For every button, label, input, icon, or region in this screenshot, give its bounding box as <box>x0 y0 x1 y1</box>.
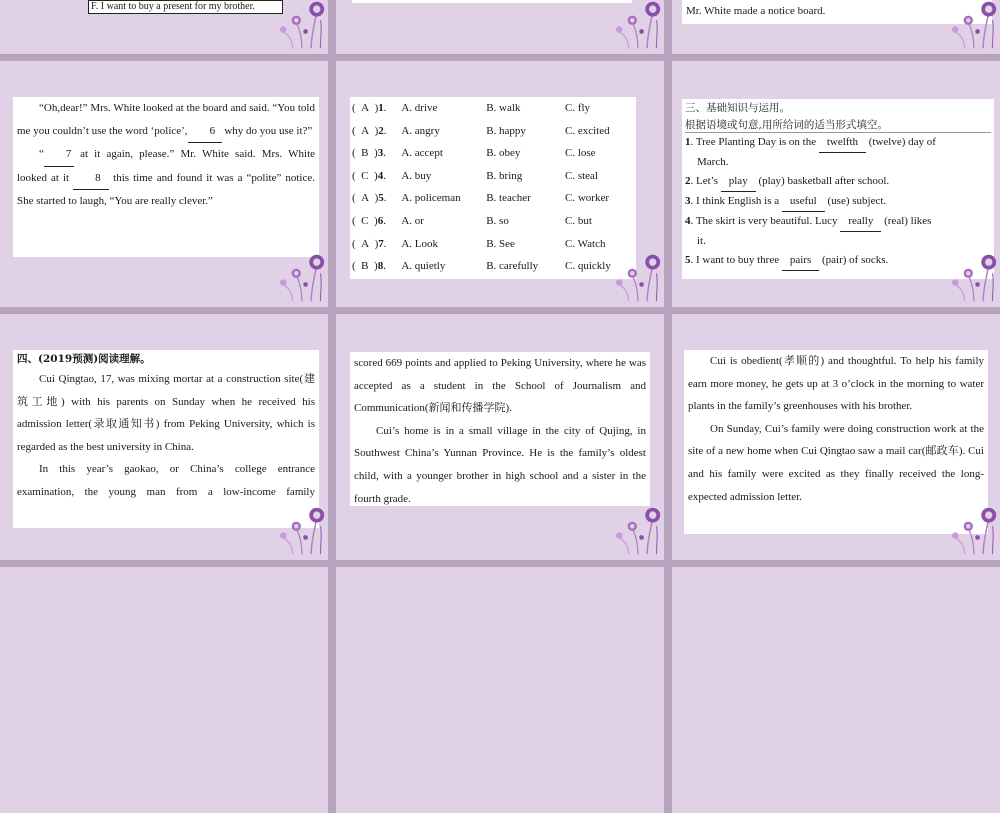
answer-card <box>350 97 636 279</box>
story-line: Mr. White made a notice board. <box>686 5 826 17</box>
slide-10 <box>0 567 328 813</box>
option-c: C. fly <box>565 102 591 114</box>
reading-heading: 四、(2019预测)阅读理解。 <box>17 353 151 365</box>
flower-swirl-icon <box>946 249 998 305</box>
blank-8: 8 <box>73 167 109 191</box>
option-b: B. obey <box>486 147 521 160</box>
answer-row <box>352 187 634 210</box>
slide-6 <box>672 61 1000 307</box>
option-a: A. angry <box>401 124 440 137</box>
reading-paragraph-6: On Sunday, Cui’s family were doing construction work at the site of a new home when Cui Qingtao saw a mail car(邮政车). Cui and his family were excited as they finally received the long-expected admission letter. <box>688 422 984 503</box>
section-heading: 三、基础知识与运用。 <box>685 102 790 114</box>
reading-paragraph-4: Cui’s home is in a small village in the city of Qujing, in Southwest China’s Yunnan Province. He is the family’s oldest child, with a younger brother in high school and a sister in the fourth grade. <box>354 424 646 505</box>
slide-9 <box>672 314 1000 560</box>
flower-swirl-icon <box>274 0 326 52</box>
option-c: C. Watch <box>565 237 606 250</box>
flower-swirl-icon <box>610 502 662 558</box>
option-a: A. quietly <box>401 260 446 273</box>
option-b: B. teacher <box>486 192 531 205</box>
instruction-text: 根据语境或句意,用所给词的适当形式填空。 <box>685 119 888 131</box>
answer-key: ( A )2. <box>352 124 387 137</box>
fill-item: 4. The skirt is very beautiful. Lucy really (real) likes it. <box>685 212 991 251</box>
option-b: B. happy <box>486 124 526 137</box>
answer-key: ( C )6. <box>352 214 386 227</box>
blank-7: 7 <box>44 143 74 167</box>
option-b: B. carefully <box>486 260 539 273</box>
option-a: A. policeman <box>401 192 461 205</box>
option-a: A. accept <box>401 147 443 160</box>
answer-blank: play <box>721 172 756 192</box>
option-c: C. quickly <box>565 260 611 273</box>
option-b: B. so <box>486 214 509 227</box>
fill-item: 1. Tree Planting Day is on the twelfth (twelve) day of March. <box>685 132 991 172</box>
option-b: B. See <box>486 237 515 250</box>
slide-1 <box>0 0 328 54</box>
option-c: C. worker <box>565 192 609 205</box>
flower-swirl-icon <box>946 0 998 52</box>
answer-blank: twelfth <box>819 133 866 153</box>
story-paragraph-2: “ 7 at it again, please.” Mr. White said. Mrs. White looked at it 8 this time and found it was a “polite” notice. She started to laugh, “You are really clever.” <box>17 143 315 213</box>
slide-2 <box>336 0 664 54</box>
fill-item: 3. I think English is a useful (use) subject. <box>685 192 991 212</box>
flower-swirl-icon <box>610 0 662 52</box>
story-card <box>13 97 319 257</box>
blank-6: 6 <box>188 120 222 144</box>
answer-row <box>352 97 634 120</box>
reading-card <box>684 350 988 534</box>
reading-paragraph-2: In this year’s gaokao, or China’s college entrance examination, the young man from a low-income family <box>17 463 315 498</box>
option-c: C. lose <box>565 147 596 160</box>
slide-11 <box>336 567 664 813</box>
answer-blank: pairs <box>782 251 819 271</box>
answer-row <box>352 142 634 165</box>
answer-key: ( B )8. <box>352 260 386 273</box>
answer-row <box>352 255 634 278</box>
answer-row <box>352 165 634 188</box>
option-b: B. walk <box>486 102 521 114</box>
answer-blank: useful <box>782 192 825 212</box>
text-card <box>88 0 283 14</box>
slide-4 <box>0 61 328 307</box>
flower-swirl-icon <box>274 249 326 305</box>
slide-3 <box>672 0 1000 54</box>
answer-key: ( A )1. <box>352 102 387 114</box>
reading-card <box>350 352 650 506</box>
answer-key: ( B )3. <box>352 147 386 160</box>
slide-7 <box>0 314 328 560</box>
option-b: B. bring <box>486 169 523 182</box>
answer-key: ( A )5. <box>352 192 387 205</box>
text-card <box>352 0 632 3</box>
reading-paragraph-1: Cui Qingtao, 17, was mixing mortar at a construction site(建筑工地) with his parents on Sunday when he received his admission letter(录取通知书) from Peking University, which is regarded as the best university in China. <box>17 373 315 453</box>
option-c: C. but <box>565 214 592 227</box>
option-c: C. steal <box>565 169 598 182</box>
reading-paragraph-3: scored 669 points and applied to Peking University, where he was accepted as a student in the School of Journalism and Communication(新闻和传播学院). <box>354 357 646 415</box>
option-a: A. Look <box>401 237 439 250</box>
option-a: A. drive <box>401 102 438 114</box>
slide-5 <box>336 61 664 307</box>
slide-8 <box>336 314 664 560</box>
answer-blank: really <box>840 212 881 232</box>
option-a: A. or <box>401 214 424 227</box>
answer-key: ( C )4. <box>352 169 386 182</box>
answer-row <box>352 120 634 143</box>
fill-item: 2. Let’s play (play) basketball after school. <box>685 172 991 192</box>
answer-row <box>352 233 634 256</box>
fill-item: 5. I want to buy three pairs (pair) of socks. <box>685 251 991 271</box>
reading-paragraph-5: Cui is obedient(孝顺的) and thoughtful. To help his family earn more money, he gets up at 3 o’clock in the morning to water plants in the family’s greenhouses with his brother. <box>688 355 984 413</box>
flower-swirl-icon <box>610 249 662 305</box>
answer-key: ( A )7. <box>352 237 387 250</box>
option-a: A. buy <box>401 169 432 182</box>
option-f-text: F. I want to buy a present for my brother. <box>91 1 255 12</box>
flower-swirl-icon <box>946 502 998 558</box>
story-paragraph-1: “Oh,dear!” Mrs. White looked at the board and said. “You told me you couldn’t use the word ‘police’, 6 why do you use it?” <box>17 97 315 143</box>
answer-row <box>352 210 634 233</box>
flower-swirl-icon <box>274 502 326 558</box>
answer-table <box>352 97 634 278</box>
option-c: C. excited <box>565 124 610 137</box>
slide-12 <box>672 567 1000 813</box>
